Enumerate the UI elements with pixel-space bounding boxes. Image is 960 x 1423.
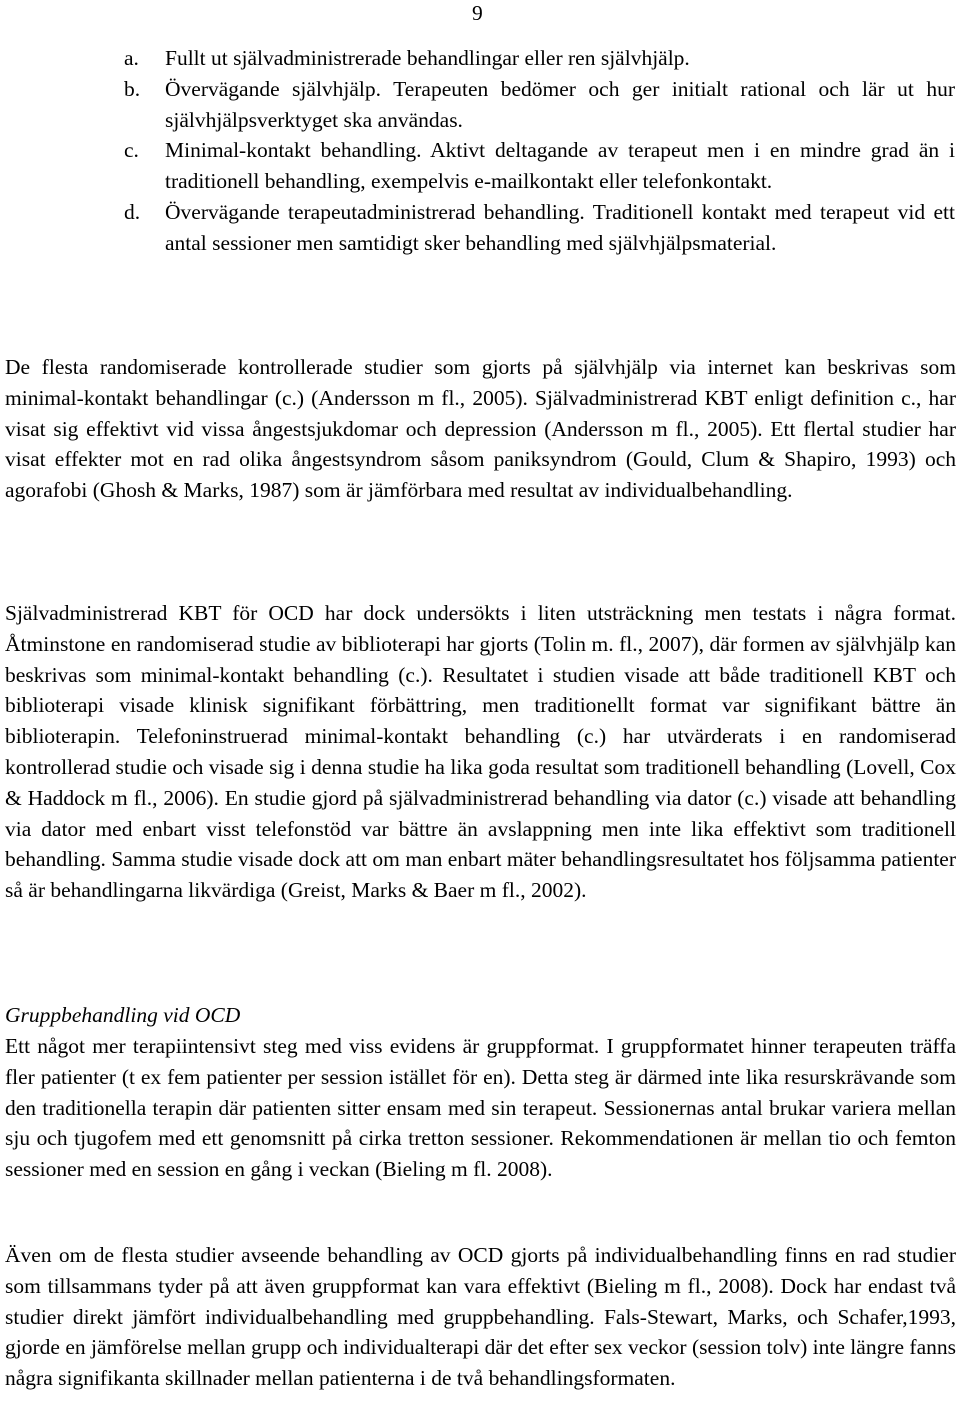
- list-item-text: Minimal-kontakt behandling. Aktivt deltagande av terapeut men i en mindre grad än i traditionell behandling, exempelvis e-mailkontakt eller telefonkontakt.: [165, 138, 955, 194]
- list-marker: c.: [124, 138, 139, 163]
- treatment-levels-list: [0, 43, 960, 259]
- list-item-text: Fullt ut självadministrerade behandlingar eller ren självhjälp.: [165, 46, 690, 70]
- list-item: [0, 197, 960, 259]
- paragraph-ocd-self-help: Självadministrerad KBT för OCD har dock undersökts i liten utsträckning men testats i några format. Åtminstone en randomiserad studie av biblioterapi har gjorts (Tolin m. fl., 2007), där formen av självhjälp kan beskrivas som minimal-kontakt behandling (c.). Resultatet i studien visade att både traditionell KBT och biblioterapi visade klinisk signifikant förbättring, men traditionellt format var signifikant bättre än biblioterapin. Telefoninstruerad minimal-kontakt behandling (c.) har utvärderats i en randomiserad kontrollerad studie och visade sig i denna studie ha lika goda resultat som traditionell behandling (Lovell, Cox & Haddock m fl., 2006). En studie gjord på självadministrerad behandling via dator (c.) visade att behandling via dator med enbart visst telefonstöd var bättre än avslappning men inte lika effektivt som traditionell behandling. Samma studie visade dock att om man enbart mäter behandlingsresultatet hos följsamma patienter så är behandlingarna likvärdiga (Greist, Marks & Baer m fl., 2002).: [5, 601, 956, 903]
- paragraph-group-format: Ett något mer terapiintensivt steg med viss evidens är gruppformat. I gruppformatet hinner terapeuten träffa fler patienter (t ex fem patienter per session istället för en). Detta steg är därmed inte lika resurskrävande som den traditionella terapin där patienten sitter ensam med sin terapeut. Sessionernas antal brukar variera mellan sju och tjugofem med ett genomsnitt på cirka tretton sessioner. Rekommendationen är mellan tio och femton sessioner med en session en gång i veckan (Bieling m fl. 2008).: [5, 1034, 956, 1182]
- list-marker: d.: [124, 199, 141, 224]
- list-item-text: Övervägande terapeutadministrerad behandling. Traditionell kontakt med terapeut vid ett antal sessioner men samtidigt sker behandling med självhjälpsmaterial.: [165, 199, 955, 255]
- paragraph-internet-self-help: De flesta randomiserade kontrollerade studier som gjorts på självhjälp via internet kan beskrivas som minimal-kontakt behandlingar (c.) (Andersson m fl., 2005). Självadministrerad KBT enligt definition c., har visat sig effektivt vid vissa ångestsjukdomar och depression (Andersson m fl., 2005). Ett flertal studier har visat effekter mot en rad olika ångestsyndrom såsom paniksyndrom (Gould, Clum & Shapiro, 1993) och agorafobi (Ghosh & Marks, 1987) som är jämförbara med resultat av individualbehandling.: [5, 355, 956, 503]
- list-item: [0, 135, 960, 197]
- list-item: [0, 43, 960, 74]
- paragraph-group-evidence: Även om de flesta studier avseende behandling av OCD gjorts på individualbehandling finns en rad studier som tillsammans tyder på att även gruppformat kan vara effektivt (Bieling m fl., 2008). Dock har endast två studier direkt jämfört individualbehandling med gruppbehandling. Fals-Stewart, Marks, och Schafer,1993, gjorde en jämförelse mellan grupp och individualterapi där det efter sex veckor (session tolv) inte längre fanns några signifikanta skillnader mellan patienterna i de två behandlingsformaten.: [5, 1243, 956, 1391]
- list-item-text: Övervägande självhjälp. Terapeuten bedömer och ger initialt rational och lär ut hur självhjälpsverktyget ska användas.: [165, 76, 955, 132]
- list-marker: b.: [124, 76, 141, 101]
- page-number: 9: [472, 1, 483, 25]
- list-item: [0, 74, 960, 136]
- section-heading: Gruppbehandling vid OCD: [5, 1003, 241, 1027]
- list-marker: a.: [124, 46, 139, 70]
